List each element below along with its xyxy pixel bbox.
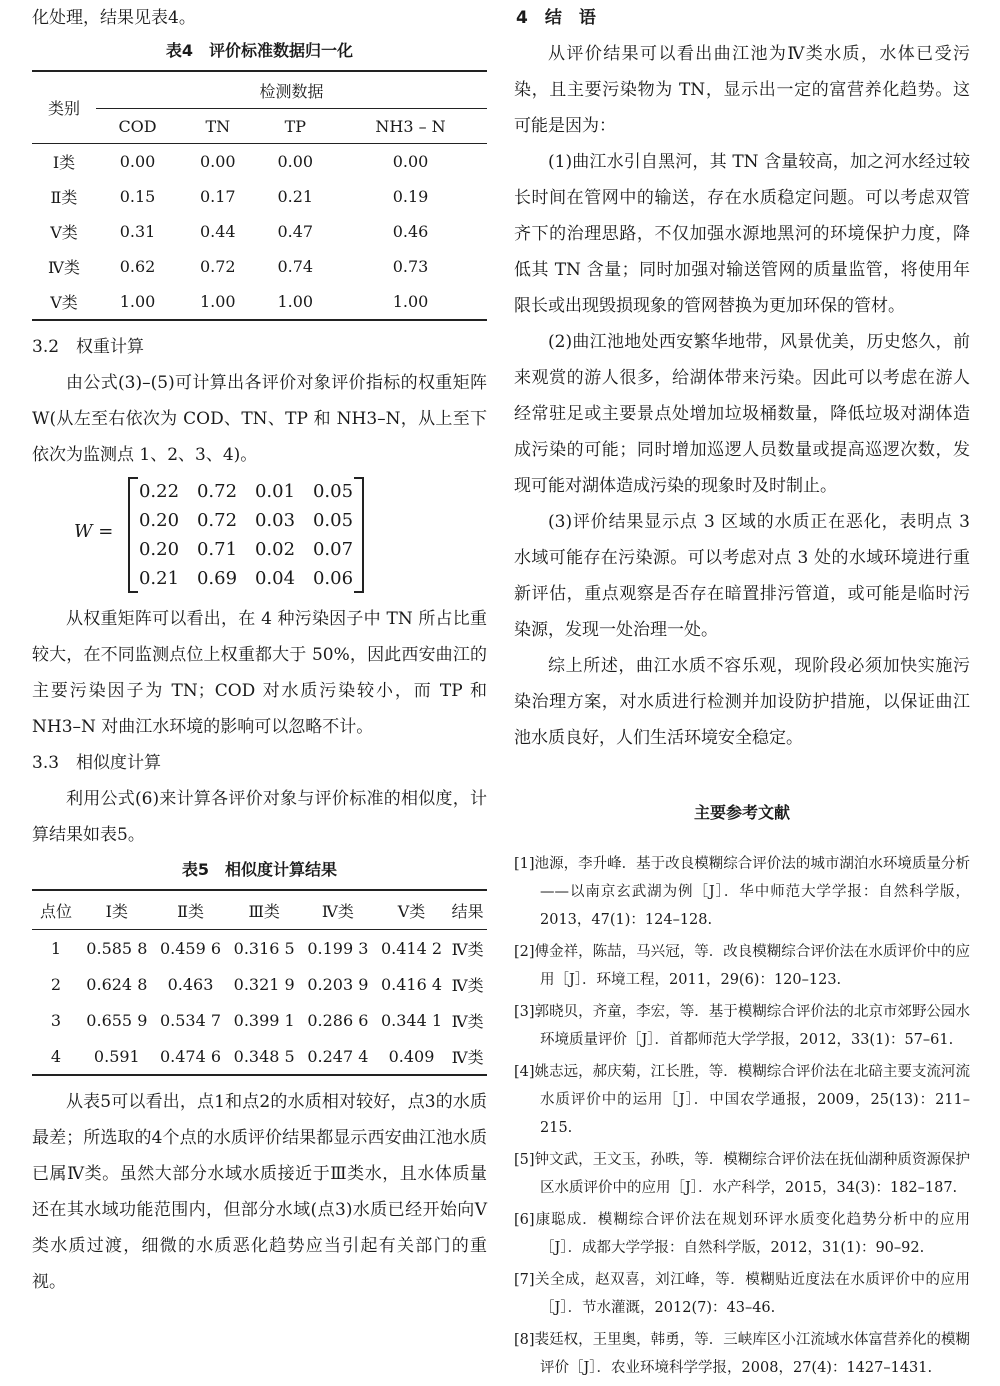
table4-title: 表4 评价标准数据归一化 (165, 41, 354, 60)
matrix-cell: 0.05 (312, 481, 354, 502)
table5-col-header: Ⅳ类 (301, 890, 375, 930)
table5-cell: 2 (50, 974, 62, 994)
table4-cell: 1.00 (119, 292, 156, 311)
table5-col-header: Ⅴ类 (375, 890, 449, 930)
table5-cell: Ⅳ类 (451, 939, 484, 959)
table-row (32, 179, 487, 214)
table4-cell: 0.19 (392, 187, 429, 206)
table4-cell: 0.46 (392, 222, 429, 241)
table4-cell: 0.74 (277, 257, 314, 276)
table4-col-header: COD (96, 109, 179, 144)
table-row (32, 214, 487, 249)
table5-cell: 0.203 9 (307, 974, 369, 994)
table-row (32, 284, 487, 320)
matrix-cell: 0.04 (254, 568, 296, 589)
table4-cell: 1.00 (277, 292, 314, 311)
table5-cell: Ⅳ类 (451, 975, 484, 995)
section-3-3-heading: 3.3 相似度计算 (32, 753, 162, 773)
table-row (32, 1038, 487, 1075)
table-row (32, 1002, 487, 1038)
table5-cell: Ⅳ类 (451, 1047, 484, 1067)
table4-col-header: TP (257, 109, 334, 144)
matrix-cell: 0.22 (138, 481, 180, 502)
reference-item: [2]傅金祥，陈喆，马兴冠，等．改良模糊综合评价法在水质评价中的应用［J］．环境工程，2011，29(6)：120–123. (514, 944, 970, 988)
table5-cell: 0.624 8 (86, 974, 148, 994)
table4-col-header: NH3 – N (334, 109, 487, 144)
table5-cell: 0.344 1 (380, 1010, 443, 1030)
table5-cell: 0.348 5 (233, 1046, 295, 1066)
table5 (32, 889, 487, 1076)
matrix-row (130, 535, 362, 564)
section-3-2-heading: 3.2 权重计算 (32, 337, 145, 357)
matrix-cell: 0.06 (312, 568, 354, 589)
table-row (32, 966, 487, 1002)
table5-cell: 0.416 4 (380, 974, 443, 994)
table4-cell: 0.44 (199, 222, 236, 241)
references-heading: 主要参考文献 (693, 803, 790, 822)
table-row (32, 930, 487, 967)
table4-cell: 1.00 (199, 292, 236, 311)
left-column (32, 0, 487, 1300)
table-row (32, 144, 487, 180)
table5-cell: 0.409 (388, 1046, 435, 1066)
table5-cell: Ⅳ类 (451, 1011, 484, 1031)
table5-cell: 0.474 6 (159, 1046, 222, 1066)
table4-cell: 0.17 (199, 187, 236, 206)
table4-category-header: 类别 (32, 71, 96, 144)
weight-matrix (32, 477, 487, 595)
table4-row-label: Ⅰ类 (52, 153, 76, 172)
table5-col-header: Ⅱ类 (154, 890, 228, 930)
section-3-2-analysis: 从权重矩阵可以看出，在 4 种污染因子中 TN 所占比重较大，在不同监测点位上权重都大于 50%，因此西安曲江的主要污染因子为 TN；COD 对水质污染较小，而 TP 和 NH3–N 对曲江水环境的影响可以忽略不计。 (32, 609, 487, 737)
table4-cell: 0.00 (119, 152, 156, 171)
table4-cell: 0.00 (277, 152, 314, 171)
table5-cell: 0.199 3 (307, 938, 369, 958)
table4-cell: 0.31 (119, 222, 156, 241)
table4 (32, 70, 487, 321)
section-3-3-analysis: 从表5可以看出，点1和点2的水质相对较好，点3的水质最差；所选取的4个点的水质评价结果都显示西安曲江池水质已属Ⅳ类。虽然大部分水域水质接近于Ⅲ类水，且水体质量还在其水域功能范围内，但部分水域(点3)水质已经开始向Ⅴ类水质过渡，细微的水质恶化趋势应当引起有关部门的重视。 (32, 1092, 487, 1292)
section-4-heading: 4 结 语 (516, 8, 596, 28)
table4-col-header: TN (179, 109, 256, 144)
table4-row-label: Ⅱ类 (50, 188, 78, 207)
conclusion-point-3: (3)评价结果显示点 3 区域的水质正在恶化，表明点 3 水域可能存在污染源。可以考虑对点 3 处的水域环境进行重新评估，重点观察是否存在暗置排污管道，或可能是临时污染源，发现一处治理一处。 (514, 512, 970, 640)
conclusion-paragraph: 从评价结果可以看出曲江池为Ⅳ类水质，水体已受污染，且主要污染物为 TN，显示出一定的富营养化趋势。这可能是因为： (514, 44, 970, 136)
conclusion-point-1: (1)曲江水引自黑河，其 TN 含量较高，加之河水经过较长时间在管网中的输送，存在水质稳定问题。可以考虑双管齐下的治理思路，不仅加强水源地黑河的环境保护力度，降低其 TN 含量；同时加强对输送管网的质量监管，将使用年限长或出现毁损现象的管网替换为更加环保的管材。 (514, 152, 970, 316)
reference-item: [6]康聪成．模糊综合评价法在规划环评水质变化趋势分析中的应用［J］．成都大学学报：自然科学版，2012，31(1)：90–92. (514, 1212, 970, 1256)
table5-title: 表5 相似度计算结果 (181, 860, 338, 879)
table4-row-label: Ⅴ类 (50, 223, 78, 242)
table5-col-header: Ⅰ类 (80, 890, 154, 930)
matrix-cell: 0.20 (138, 539, 180, 560)
matrix-label: W = (74, 521, 114, 542)
reference-item: [1]池源，李升峰．基于改良模糊综合评价法的城市湖泊水环境质量分析——以南京玄武湖为例［J］．华中师范大学学报：自然科学版，2013，47(1)：124–128. (514, 856, 970, 928)
matrix-cell: 0.03 (254, 510, 296, 531)
reference-item: [8]裴廷权，王里奥，韩勇，等．三峡库区小江流域水体富营养化的模糊评价［J］．农业环境科学学报，2008，27(4)：1427–1431. (514, 1332, 970, 1376)
table5-cell: 3 (50, 1010, 62, 1030)
table-row (32, 249, 487, 284)
reference-item: [3]郭晓贝，齐童，李宏，等．基于模糊综合评价法的北京市郊野公园水环境质量评价［J］．首都师范大学学报，2012，33(1)：57–61. (514, 1004, 970, 1048)
table5-cell: 0.321 9 (233, 974, 295, 994)
table5-col-header: 点位 (32, 890, 80, 930)
table4-cell: 1.00 (392, 292, 429, 311)
table5-cell: 0.286 6 (307, 1010, 369, 1030)
table5-cell: 0.414 2 (380, 938, 443, 958)
matrix-row (130, 477, 362, 506)
table5-cell: 0.316 5 (233, 938, 295, 958)
table4-cell: 0.15 (119, 187, 156, 206)
section-3-2-paragraph: 由公式(3)–(5)可计算出各评价对象评价指标的权重矩阵 W(从左至右依次为 COD、TN、TP 和 NH3–N，从上至下依次为监测点 1、2、3、4)。 (32, 373, 487, 465)
matrix-cell: 0.05 (312, 510, 354, 531)
reference-item: [5]钟文武，王文玉，孙昳，等．模糊综合评价法在抚仙湖种质资源保护区水质评价中的应用［J］．水产科学，2015，34(3)：182–187. (514, 1152, 970, 1196)
matrix-cell: 0.21 (138, 568, 180, 589)
matrix-row (130, 564, 362, 593)
table4-cell: 0.73 (392, 257, 429, 276)
table5-cell: 0.459 6 (159, 938, 222, 958)
right-column (514, 0, 970, 1386)
table5-cell: 0.463 (167, 974, 214, 994)
matrix-cell: 0.20 (138, 510, 180, 531)
matrix-cell: 0.71 (196, 539, 238, 560)
table5-cell: 4 (50, 1046, 62, 1066)
table5-col-header: Ⅲ类 (227, 890, 301, 930)
table5-cell: 1 (50, 938, 62, 958)
matrix-cell: 0.72 (196, 510, 238, 531)
table5-cell: 0.585 8 (86, 938, 148, 958)
table4-row-label: Ⅳ类 (48, 258, 80, 277)
table4-cell: 0.72 (199, 257, 236, 276)
table4-cell: 0.00 (392, 152, 429, 171)
references-list (514, 850, 970, 1382)
table4-row-label: Ⅴ类 (50, 293, 78, 312)
conclusion-point-2: (2)曲江池地处西安繁华地带，风景优美，历史悠久，前来观赏的游人很多，给湖体带来污染。因此可以考虑在游人经常驻足或主要景点处增加垃圾桶数量，降低垃圾对湖体造成污染的可能；同时增加巡逻人员数量或提高巡逻次数，发现可能对湖体造成污染的现象时及时制止。 (514, 332, 970, 496)
table5-col-header: 结果 (448, 890, 487, 930)
matrix-cell: 0.07 (312, 539, 354, 560)
table5-cell: 0.534 7 (159, 1010, 222, 1030)
table4-group-header: 检测数据 (96, 71, 487, 109)
conclusion-summary: 综上所述，曲江水质不容乐观，现阶段必须加快实施污染治理方案，对水质进行检测并加设防护措施，以保证曲江池水质良好，人们生活环境安全稳定。 (514, 656, 970, 748)
table4-cell: 0.00 (199, 152, 236, 171)
matrix-cell: 0.02 (254, 539, 296, 560)
matrix-cell: 0.01 (254, 481, 296, 502)
matrix-cell: 0.69 (196, 568, 238, 589)
table5-cell: 0.399 1 (233, 1010, 295, 1030)
matrix-cell: 0.72 (196, 481, 238, 502)
intro-line: 化处理，结果见表4。 (32, 8, 196, 28)
table5-cell: 0.591 (93, 1046, 140, 1066)
table4-cell: 0.21 (277, 187, 314, 206)
section-3-3-paragraph: 利用公式(6)来计算各评价对象与评价标准的相似度，计算结果如表5。 (32, 789, 487, 845)
reference-item: [4]姚志远，郝庆菊，江长胜，等．模糊综合评价法在北碚主要支流河流水质评价中的运用［J］．中国农学通报，2009，25(13)：211–215. (514, 1064, 970, 1136)
matrix-body (128, 477, 364, 593)
table4-cell: 0.47 (277, 222, 314, 241)
table4-cell: 0.62 (119, 257, 156, 276)
table5-cell: 0.247 4 (307, 1046, 369, 1066)
matrix-row (130, 506, 362, 535)
reference-item: [7]关全成，赵双喜，刘江峰，等．模糊贴近度法在水质评价中的应用［J］．节水灌溉，2012(7)：43–46. (514, 1272, 970, 1316)
table5-cell: 0.655 9 (86, 1010, 148, 1030)
